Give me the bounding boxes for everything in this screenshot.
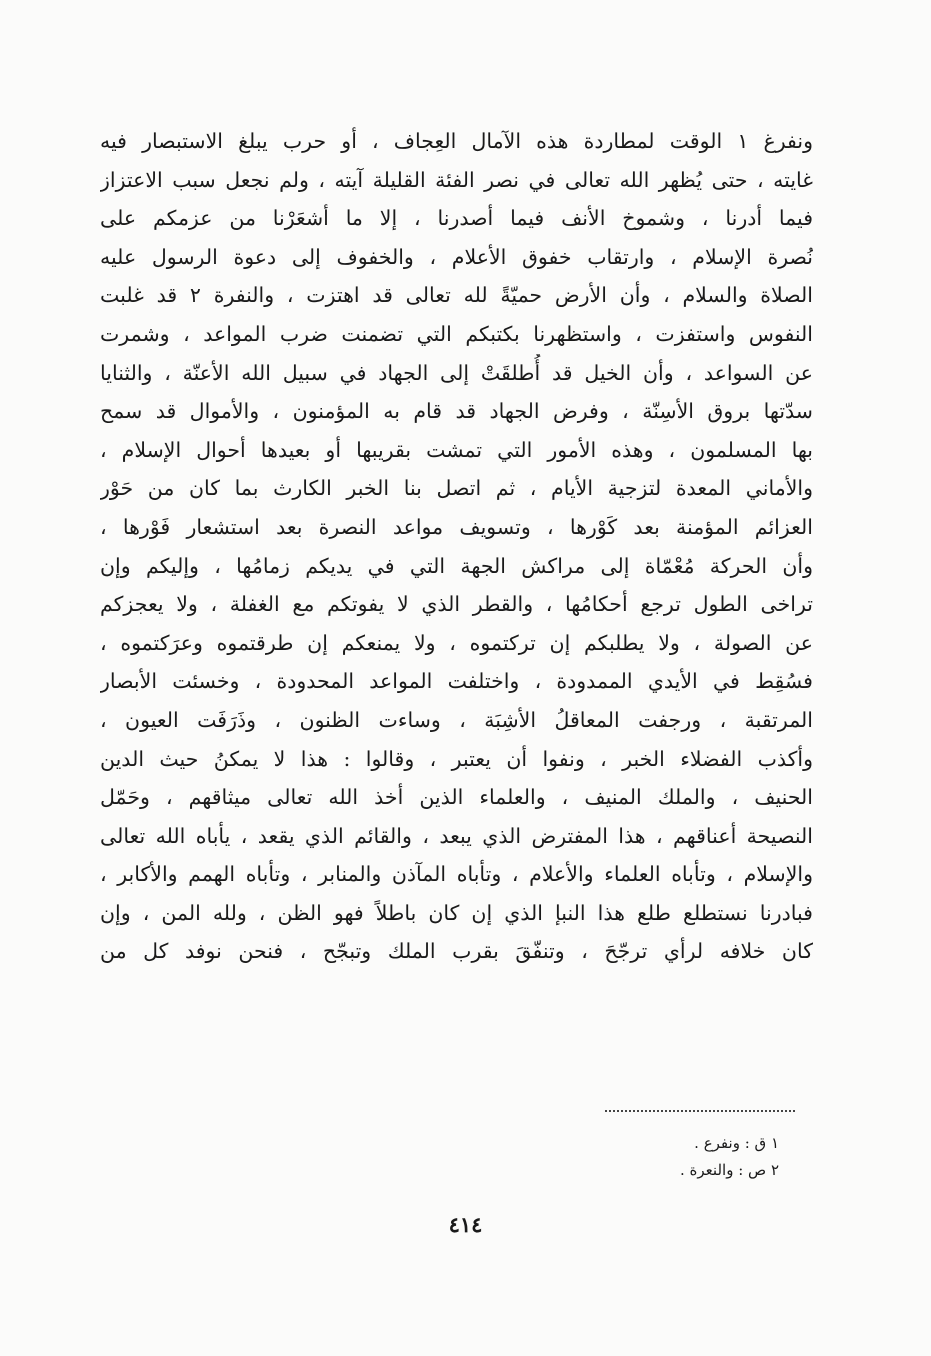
text-line: عن الصولة ، ولا يطلبكم إن تركتموه ، ولا يمنعكم إن طرقتموه وعرَكتموه ،: [100, 630, 813, 655]
text-line: وأن الحركة مُعْمّاة إلى مراكش الجهة التي في يديكم زمامُها ، وإليكم وإن: [100, 553, 813, 578]
text-line: والأماني المعدة لتزجية الأيام ، ثم اتصل بنا الخبر الكارث بما كان من حَوْر: [100, 476, 813, 501]
text-line: وأكذب الفضلاء الخبر ، ونفوا أن يعتبر ، وقالوا : هذا لا يمكنُ حيث الدين: [100, 746, 813, 771]
text-line: المرتقبة ، ورجفت المعاقلُ الأشِبَة ، وساءت الظنون ، وذَرَفَت العيون ،: [100, 707, 813, 732]
text-line: ونفرغ ١ الوقت لمطاردة هذه الآمال العِجاف ، أو حرب يبلغ الاستبصار فيه: [100, 129, 813, 153]
text-line: سدّتها بروق الأسِنّة ، وفرض الجهاد قد قام به المؤمنون ، والأموال قد سمح: [100, 399, 813, 424]
footnotes-block: [680, 1130, 779, 1184]
text-line: عن السواعد ، وأن الخيل قد أُطلقَتْ إلى الجهاد في سبيل الله الأعنّة ، والثنايا: [100, 360, 813, 385]
text-line: الصلاة والسلام ، وأن الأرض حميّةً لله تعالى قد اهتزت ، والنفرة ٢ قد غلبت: [100, 283, 813, 308]
footnote: ٢ ص : والنعرة .: [680, 1161, 779, 1179]
footnote-divider: [605, 1110, 795, 1112]
text-line: فبادرنا نستطلع طلع هذا النبإ الذي إن كان باطلاً فهو الظن ، ولله المن ، وإن: [100, 900, 813, 925]
main-text-block: [100, 122, 813, 971]
text-line: والإسلام ، وتأباه العلماء والأعلام ، وتأباه المآذن والمنابر ، وتأباه الهمم والأكابر ،: [100, 862, 813, 887]
text-line: الحنيف ، والملك المنيف ، والعلماء الذين أخذ الله تعالى ميثاقهم ، وحَمّل: [100, 785, 813, 810]
text-line: نُصرة الإسلام ، وارتقاب خفوق الأعلام ، والخفوف إلى دعوة الرسول عليه: [100, 244, 813, 269]
text-line: العزائم المؤمنة بعد كَوْرها ، وتسويف مواعد النصرة بعد استشعار فَوْرها ،: [100, 514, 813, 539]
text-line: بها المسلمون ، وهذه الأمور التي تمشت بقريبها أو بعيدها أحوال الإسلام ،: [100, 437, 813, 462]
text-line: تراخى الطول ترجع أحكامُها ، والقطر الذي لا يفوتكم مع الغفلة ، ولا يعجزكم: [100, 592, 813, 617]
text-line: النصيحة أعناقهم ، هذا المفترض الذي يبعد ، والقائم الذي يقعد ، يأباه الله تعالى: [100, 823, 813, 848]
page-number: ٤١٤: [448, 1212, 483, 1237]
text-line: فسُقِط في الأيدي الممدودة ، واختلفت المواعد المحدودة ، وخسئت الأبصار: [100, 669, 813, 694]
text-line: فيما أدرنا ، وشموخ الأنف فيما أصدرنا ، إلا ما أشعَرْنا من عزمكم على: [100, 206, 813, 231]
text-line: النفوس واستفزت ، واستظهرنا بكتبكم التي تضمنت ضرب المواعد ، وشمرت: [100, 321, 813, 346]
text-line: غايته ، حتى يُظهر الله تعالى في نصر الفئة القليلة آيته ، ولم نجعل سبب الاعتزاز: [100, 167, 813, 192]
footnote: ١ ق : ونفرع .: [694, 1134, 779, 1152]
text-line: كان خلافه لرأي ترجّحَ ، وتنفّقَ بقرب الملك وتبجّح ، فنحن نوفد كل من: [100, 939, 813, 964]
